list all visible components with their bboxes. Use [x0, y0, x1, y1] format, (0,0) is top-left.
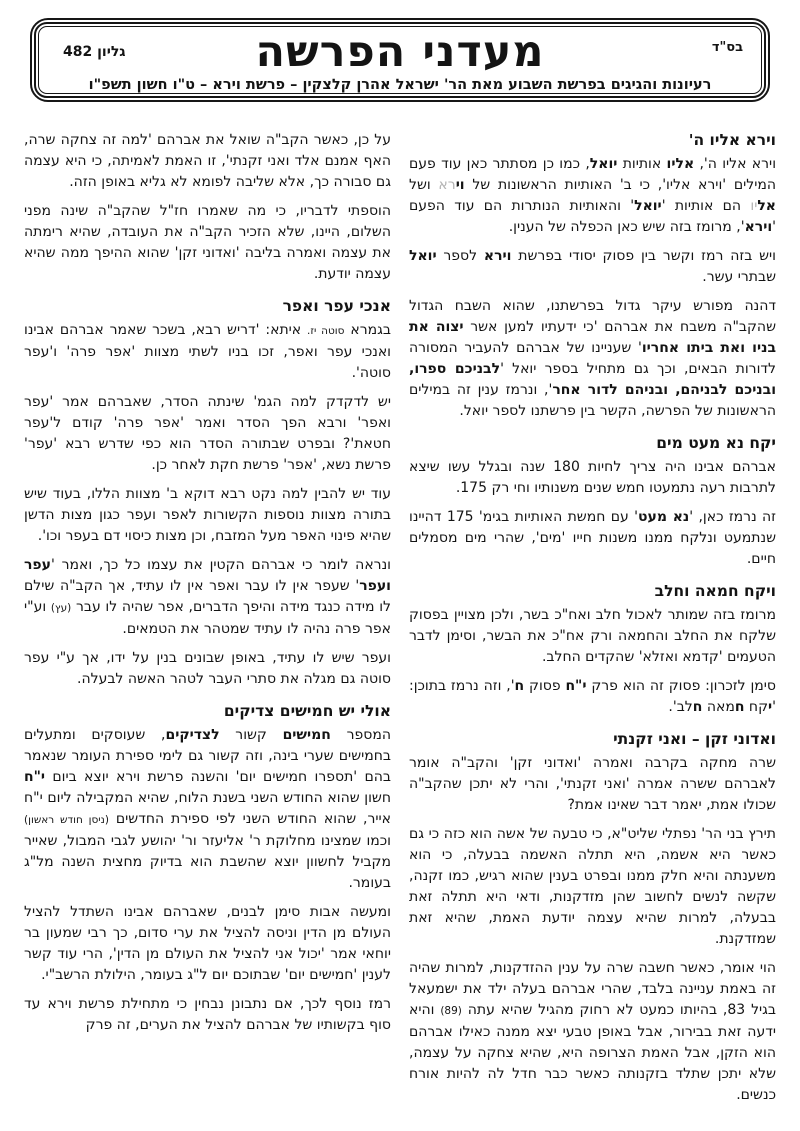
- paragraph: המספר חמישים קשור לצדיקים, שעוסקים ומתעלים בחמישים שערי בינה, וזה קשור גם לימי ספירת העומר שנאמר בהם 'תספרו חמישים יום' והשנה פרשת וירא יוצא ביום י"ח חשון שהוא החודש השני בשנת הלוח, שהיא המקבילה ליום י"ח אייר, שהוא החודש השני לפי ספירת החדשים (ניסן חודש ראשון) וכמו שמצינו מחלוקת ר' אליעזר ור' יהושע לגבי המבול, שאייר מקביל לחשוון יוצא שהשבת הוא בדיוק מחצית השנה מל"ג בעומר.: [24, 727, 392, 891]
- section-heading: אולי יש חמישים צדיקים: [223, 702, 391, 720]
- section: [24, 296, 391, 690]
- section: [409, 130, 776, 422]
- section: [24, 130, 391, 285]
- paragraph: וירא אליו ה', אליו אותיות יואל, כמו כן מסתתר כאן עוד פעם המילים 'וירא אליו', כי ב' האותיות הראשונות של וירא ושל אליו הם אותיות 'יואל' והאותיות הנותרות הם עוד הפעם 'וירא', מרומז בזה שיש כאן הכפלה של הענין.: [409, 156, 777, 235]
- paragraph: תירץ בני הר' נפתלי שליט"א, כי טבעה של אשה הוא כזה כי גם כאשר היא אשמה, היא תתלה האשמה בבעלה, כי הוא משענתה והיא חלק ממנו ובפרט בענין שהוא רגיש, כמו זקנה, שקשה לנשים לחשוב שהן מזדקנות, ודאי היא תתלה זאת בבעלה, למרות שהיא עצמה יודעת האמת, שהיא זאת שמזדקנת.: [409, 826, 776, 947]
- paragraph: הוספתי לדבריו, כי מה שאמרו חז"ל שהקב"ה שינה מפני השלום, היינו, שלא הזכיר הקב"ה את העובדה, שהיא רימתה את עצמה ואמרה בליבה 'ואדוני זקן' שהוא ההיפך ממה שהיא עצמה יודעת.: [24, 203, 391, 282]
- paragraph: על כן, כאשר הקב"ה שואל את אברהם 'למה זה צחקה שרה, האף אמנם אלד ואני זקנתי', זו האמת לאמיתה, כי היא עצמה גם סבורה כך, אלא שליבה לפומא לא גליא באופן הזה.: [24, 132, 391, 190]
- paragraph: בגמרא סוטה יז. איתא: 'דריש רבא, בשכר שאמר אברהם אבינו ואנכי עפר ואפר, זכו בניו לשתי מצוות 'אפר פרה' ו'עפר סוטה'.: [24, 322, 391, 381]
- paragraph: זה נרמז כאן, 'נא מעט' עם חמשת האותיות בגימ' 175 דהיינו שנתמעט ונלקח ממנו משנות חייו 'מים', שהרי מים מסמלים חיים.: [409, 509, 777, 567]
- paragraph: מרומז בזה שמותר לאכול חלב ואח"כ בשר, ולכן מצויין בפסוק שלקח את החלב והחמאה ורק אח"כ את הבשר, וסימן לדבר הטעמים 'קדמא ואזלא' שהקדים החלב.: [409, 607, 776, 665]
- section-heading: ואדוני זקן – ואני זקנתי: [613, 730, 776, 748]
- page-subtitle: רעיונות והגיגים בפרשת השבוע מאת הר' ישראל אהרן קלצקין – פרשת וירא – ט"ו חשון תשפ"ו: [88, 77, 712, 94]
- section: [409, 433, 776, 570]
- paragraph: הוי אומר, כאשר חשבה שרה על ענין ההזדקנות, למרות שהיה זה באמת עניינה בלבד, שהרי אברהם בעלה ילד את ישמעאל בגיל 83, בהיותו כמעט לא רחוק מהגיל שהיא עתה (89) והיא ידעה זאת בבירור, אבל באופן טבעי יצא ממנה כאילו אברהם הוא הזקן, אבל האמת הצרופה היא, שהיא צחקה על עצמה, שלא יתכן שתלד בזקנותה כאשר כבר חדל לה להיות אורח כנשים.: [409, 960, 777, 1103]
- content: [24, 130, 776, 1114]
- section: [409, 729, 776, 1106]
- section: [409, 581, 776, 718]
- column-left: [24, 130, 391, 1114]
- section-heading: אנכי עפר ואפר: [282, 297, 391, 315]
- paragraph: ועפר שיש לו עתיד, באופן שבונים בנין על ידו, אך ע"י עפר סוטה גם מגלה את סתרי העבר לטהר האשה לבעלה.: [24, 650, 391, 687]
- header-border-middle: [34, 22, 766, 98]
- paragraph: שרה מחקה בקרבה ואמרה 'ואדוני זקן' והקב"ה אומר לאברהם ששרה אמרה 'ואני זקנתי', והרי לא יתכן שהקב"ה שכולו אמת, יאמר דבר שאינו אמת?: [409, 755, 776, 813]
- column-right: [409, 130, 776, 1114]
- issue-label: גליון 482: [63, 44, 126, 60]
- paragraph: דהנה מפורש עיקר גדול בפרשתנו, שהוא השבח הגדול שהקב"ה משבח את אברהם 'כי ידעתיו למען אשר יצוה את בניו ואת ביתו אחריו' שעניינו של אברהם להעביר המסורה לדורות הבאים, וכך גם מתחיל בספר יואל 'לבניכם ספרו, ובניכם לבניהם, ובניהם לדור אחר', ונרמז ענין זה במילים הראשונות של הפרשה, הקשר בין פרשתנו לספר יואל.: [409, 298, 776, 419]
- bsd-label: בס"ד: [711, 40, 743, 55]
- section-heading: ויקח חמאה וחלב: [654, 582, 776, 600]
- paragraph: ויש בזה רמז וקשר בין פסוק יסודי בפרשת וירא לספר יואל שבתרי עשר.: [409, 248, 776, 285]
- paragraph: ונראה לומר כי אברהם הקטין את עצמו כל כך, ואמר 'עפר ועפר' שעפר אין לו עבר ואפר אין לו עתיד, אך הקב"ה שילם לו מידה כנגד מידה והיפך הדברים, אפר שהיה לו עבר (עץ) וע"י אפר פרה נהיה לו עתיד שמטהר את הטמאים.: [24, 557, 391, 637]
- header-border-inner: [38, 26, 762, 94]
- page-title: מעדני הפרשה: [255, 27, 545, 77]
- paragraph: רמז נוסף לכך, אם נתבונן נבחין כי מתחילת פרשת וירא עד סוף בקשותיו של אברהם להציל את הערים, זה פרק: [24, 996, 391, 1033]
- paragraph: ומעשה אבות סימן לבנים, שאברהם אבינו השתדל להציל העולם מן הדין וניסה להציל את ערי סדום, כך רבי שמעון בר יוחאי אמר 'יכול אני להציל את העולם מן הדין', הרי עוד קשר לענין 'חמישים יום' שבתוכם יום ל"ג בעומר, הילולת הרשב"י.: [24, 904, 391, 983]
- paragraph: עוד יש להבין למה נקט רבא דוקא ב' מצוות הללו, בעוד שיש בתורה מצוות נוספות הקשורות לאפר ועפר כגון מצות הדשן שהיא פינוי האפר מעל המזבח, וכן מצות כיסוי דם בעפר וכו'.: [24, 486, 391, 544]
- paragraph: סימן לזכרון: פסוק זה הוא פרק י"ח פסוק ח', וזה נרמז בתוכן: 'יקח חמאה חלב'.: [409, 678, 776, 715]
- header-box: [30, 18, 770, 102]
- section-heading: יקח נא מעט מים: [656, 434, 776, 452]
- paragraph: אברהם אבינו היה צריך לחיות 180 שנה ובגלל עשו שיצא לתרבות רעה נתמעטו חמש שנים משנותיו וחי רק 175.: [409, 459, 776, 496]
- paragraph: יש לדקדק למה הגמ' שינתה הסדר, שאברהם אמר 'עפר ואפר' ורבא הפך הסדר ואמר 'אפר פרה' קודם ל'עפר חטאת'? ובפרט שבתורה הסדר הוא כפי שדרש רבא 'עפר' פרשת נשא, 'אפר' פרשת חקת לאחר כן.: [24, 394, 391, 473]
- section-heading: וירא אליו ה': [688, 131, 776, 149]
- section: [24, 701, 391, 1036]
